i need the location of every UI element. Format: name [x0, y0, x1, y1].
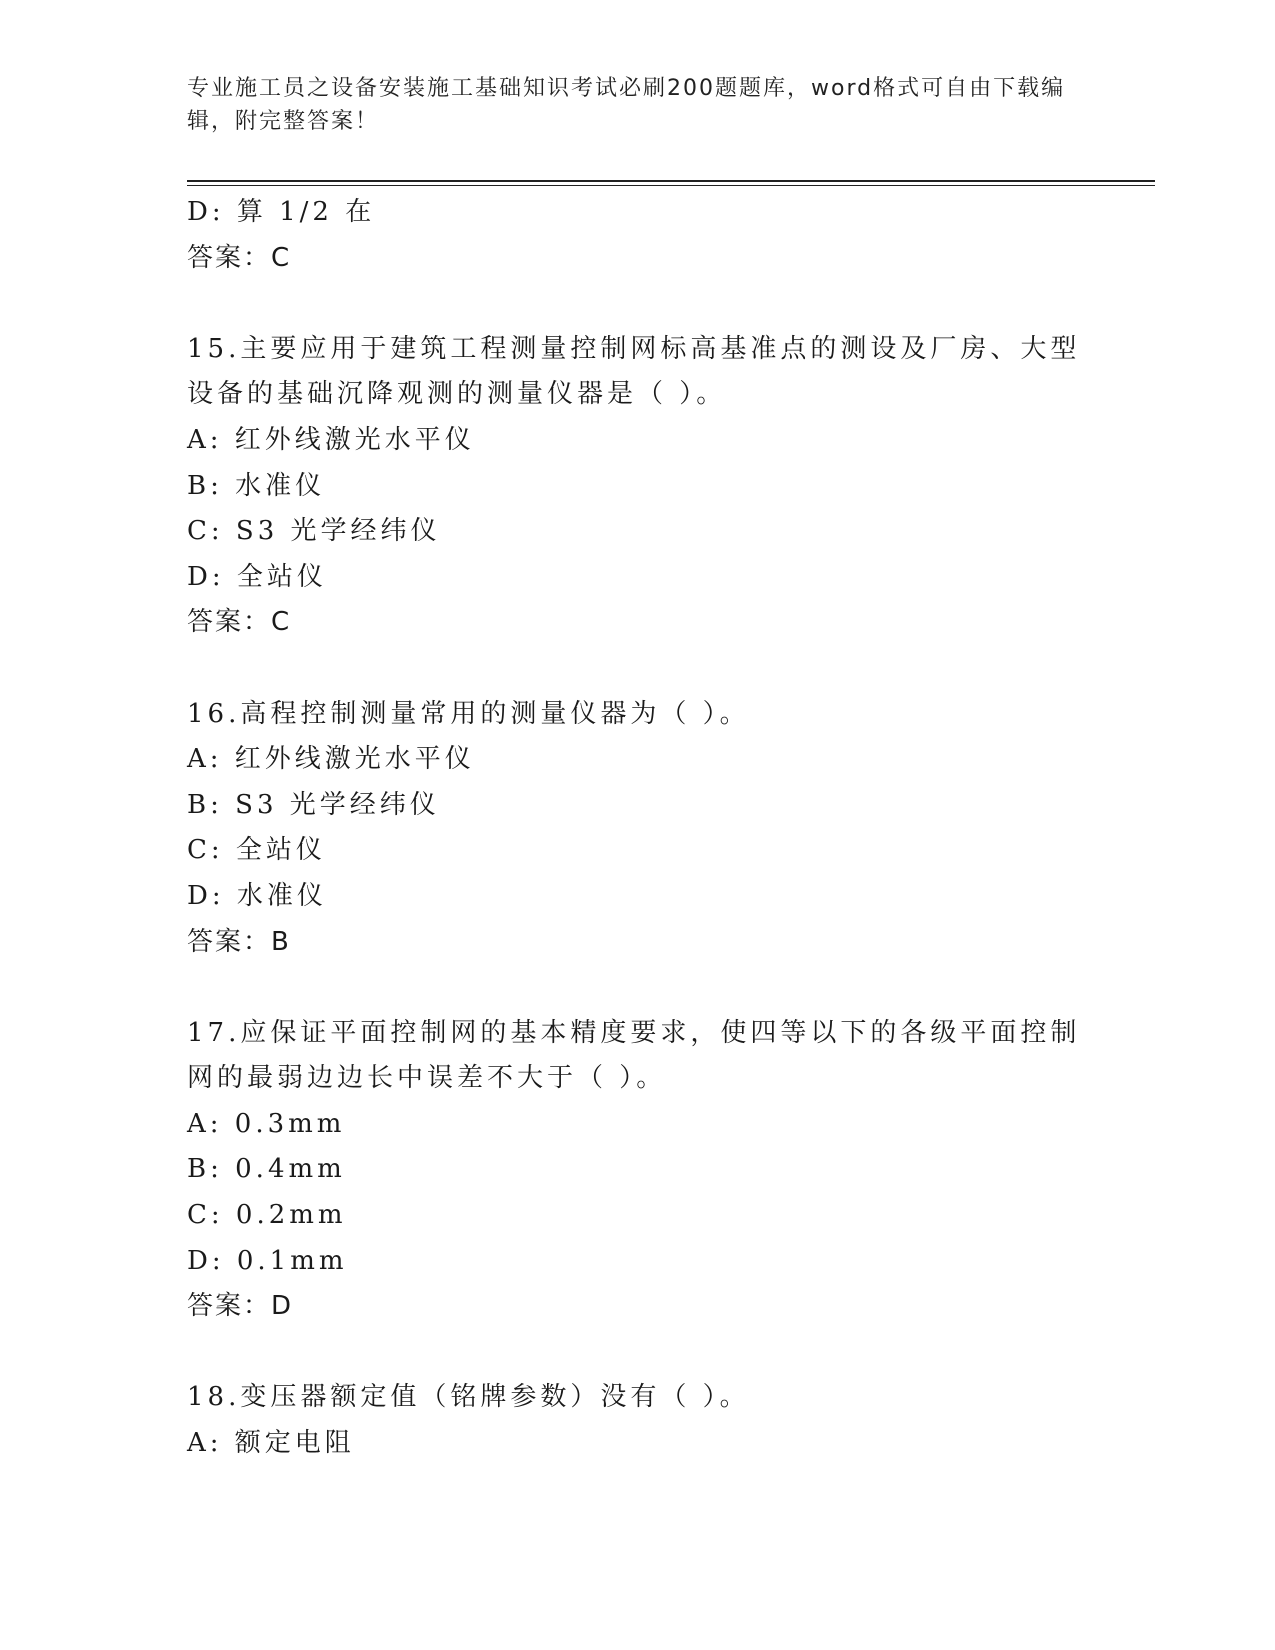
- option-a: A: 红外线激光水平仪: [187, 744, 475, 775]
- header-divider-top: [187, 180, 1155, 182]
- question-17: [187, 1011, 1087, 1330]
- option-d: D: 水准仪: [187, 880, 327, 911]
- option-c: C: 0.2mm: [187, 1200, 347, 1231]
- question-list: [187, 190, 1087, 1467]
- option-c: C: 全站仪: [187, 835, 326, 866]
- answer: 答案：D: [187, 1291, 294, 1322]
- option-d: D: 全站仪: [187, 561, 327, 592]
- option-a: A: 0.3mm: [187, 1108, 346, 1139]
- question-stem: 16.高程控制测量常用的测量仪器为（ ）。: [187, 698, 750, 729]
- spacer: [187, 281, 1087, 327]
- question-15: [187, 327, 1087, 646]
- spacer: [187, 646, 1087, 692]
- question-stem: 17.应保证平面控制网的基本精度要求，使四等以下的各级平面控制网的最弱边边长中误差不大于（ ）。: [187, 1017, 1081, 1094]
- question-stem: 18.变压器额定值（铭牌参数）没有（ ）。: [187, 1382, 750, 1413]
- option-b: B: S3 光学经纬仪: [187, 789, 440, 820]
- prev-option-d: D: 算 1/2 在: [187, 197, 376, 227]
- spacer: [187, 1330, 1087, 1376]
- question-stem: 15.主要应用于建筑工程测量控制网标高基准点的测设及厂房、大型设备的基础沉降观测的测量仪器是（ ）。: [187, 333, 1081, 410]
- question-18: [187, 1375, 1087, 1466]
- option-d: D: 0.1mm: [187, 1245, 348, 1276]
- document-header: 专业施工员之设备安装施工基础知识考试必刷200题题库，word格式可自由下载编辑，附完整答案！: [187, 76, 1066, 134]
- option-b: B: 水准仪: [187, 470, 326, 501]
- option-a: A: 红外线激光水平仪: [187, 424, 475, 455]
- question-16: [187, 692, 1087, 966]
- option-c: C: S3 光学经纬仪: [187, 516, 441, 547]
- spacer: [187, 965, 1087, 1011]
- header-divider-bottom: [187, 185, 1155, 186]
- option-a: A: 额定电阻: [187, 1428, 355, 1459]
- answer: 答案：C: [187, 607, 292, 638]
- option-b: B: 0.4mm: [187, 1154, 346, 1185]
- answer: 答案：B: [187, 926, 291, 957]
- prev-answer: 答案：C: [187, 242, 292, 273]
